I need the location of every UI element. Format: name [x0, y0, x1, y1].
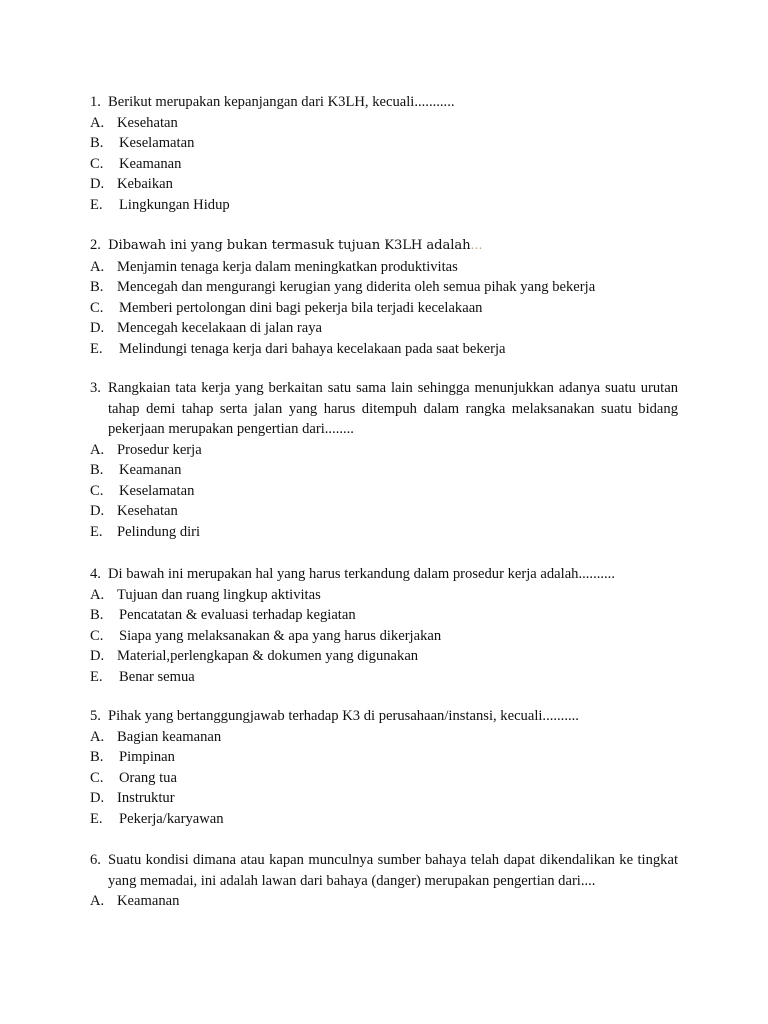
option-a	[0, 727, 768, 748]
option-e	[0, 195, 768, 216]
option-b	[0, 133, 768, 154]
option-letter: A.	[90, 586, 105, 603]
option-text: Pencatatan & evaluasi terhadap kegiatan	[119, 607, 356, 624]
question-1	[0, 92, 768, 215]
option-text: Keamanan	[119, 155, 182, 172]
option-text: Kebaikan	[117, 176, 173, 193]
question-stem	[0, 378, 678, 440]
option-letter: D.	[90, 320, 105, 337]
question-2	[0, 235, 768, 359]
question-ellipsis: …	[470, 238, 483, 252]
option-a	[0, 585, 768, 606]
question-stem	[0, 235, 678, 257]
option-letter: D.	[90, 648, 105, 665]
question-5	[0, 706, 768, 829]
option-text: Mencegah dan mengurangi kerugian yang diderita oleh semua pihak yang bekerja	[117, 279, 596, 296]
option-text: Prosedur kerja	[117, 441, 202, 458]
question-text-wrap	[90, 235, 678, 257]
option-text: Pelindung diri	[117, 523, 201, 540]
option-b	[0, 277, 768, 298]
option-e	[0, 522, 768, 543]
option-letter: B.	[90, 462, 104, 479]
option-letter: D.	[90, 790, 105, 807]
option-text: Tujuan dan ruang lingkup aktivitas	[117, 586, 321, 603]
option-b	[0, 460, 768, 481]
option-text: Material,perlengkapan & dokumen yang digunakan	[117, 648, 419, 665]
option-text: Keselamatan	[119, 482, 195, 499]
option-letter: B.	[90, 279, 104, 296]
question-text: Pihak yang bertanggungjawab terhadap K3 di perusahaan/instansi, kecuali..........	[108, 708, 579, 724]
option-text: Keselamatan	[119, 135, 195, 152]
option-c	[0, 481, 768, 502]
question-text: Di bawah ini merupakan hal yang harus terkandung dalam prosedur kerja adalah..........	[108, 566, 615, 582]
option-text: Pekerja/karyawan	[119, 810, 224, 827]
option-c	[0, 768, 768, 789]
option-d	[0, 646, 768, 667]
question-stem	[0, 706, 678, 727]
option-letter: A.	[90, 441, 105, 458]
option-text: Mencegah kecelakaan di jalan raya	[117, 320, 323, 337]
option-letter: C.	[90, 769, 104, 786]
option-letter: A.	[90, 114, 105, 131]
option-text: Keamanan	[117, 893, 180, 909]
option-letter: B.	[90, 607, 104, 624]
option-text: Benar semua	[119, 668, 195, 685]
option-letter: C.	[90, 155, 104, 172]
option-text: Kesehatan	[117, 503, 178, 520]
option-a	[0, 113, 768, 134]
question-text: Berikut merupakan kepanjangan dari K3LH, kecuali...........	[108, 94, 455, 110]
question-stem	[0, 850, 678, 891]
question-3	[0, 378, 768, 542]
option-text: Menjamin tenaga kerja dalam meningkatkan produktivitas	[117, 258, 458, 275]
option-letter: A.	[90, 258, 105, 275]
option-letter: C.	[90, 482, 104, 499]
option-d	[0, 174, 768, 195]
option-e	[0, 667, 768, 688]
question-number: 5.	[90, 708, 101, 724]
question-number: 6.	[90, 852, 101, 868]
option-text: Lingkungan Hidup	[119, 196, 230, 213]
option-text: Melindungi tenaga kerja dari bahaya kecelakaan pada saat bekerja	[119, 340, 506, 357]
option-d	[0, 501, 768, 522]
option-e	[0, 339, 768, 360]
question-text: Dibawah ini yang bukan termasuk tujuan K3LH adalah	[108, 238, 471, 253]
option-text: Bagian keamanan	[117, 728, 222, 745]
option-c	[0, 626, 768, 647]
option-letter: E.	[90, 523, 103, 540]
option-letter: D.	[90, 503, 105, 520]
option-text: Instruktur	[117, 790, 175, 807]
option-letter: E.	[90, 810, 103, 827]
option-d	[0, 318, 768, 339]
option-letter: C.	[90, 627, 104, 644]
option-b	[0, 747, 768, 768]
option-letter: C.	[90, 299, 104, 316]
option-a	[0, 440, 768, 461]
option-letter: E.	[90, 668, 103, 685]
option-d	[0, 788, 768, 809]
option-b	[0, 605, 768, 626]
option-a	[0, 891, 768, 912]
option-c	[0, 298, 768, 319]
option-text: Memberi pertolongan dini bagi pekerja bila terjadi kecelakaan	[119, 299, 483, 316]
question-text: Suatu kondisi dimana atau kapan munculnya sumber bahaya telah dapat dikendalikan ke tingkat yang memadai, ini adalah lawan dari bahaya (danger) merupakan pengertian dari....	[108, 852, 678, 889]
question-number: 4.	[90, 566, 101, 582]
question-stem	[0, 92, 678, 113]
option-text: Keamanan	[119, 462, 182, 479]
question-number: 3.	[90, 380, 101, 396]
option-text: Orang tua	[119, 769, 177, 786]
question-6	[0, 850, 768, 912]
option-text: Pimpinan	[119, 749, 175, 766]
option-letter: D.	[90, 176, 105, 193]
option-letter: E.	[90, 340, 103, 357]
option-c	[0, 154, 768, 175]
option-letter: B.	[90, 749, 104, 766]
question-stem	[0, 564, 678, 585]
option-text: Siapa yang melaksanakan & apa yang harus dikerjakan	[119, 627, 442, 644]
option-a	[0, 257, 768, 278]
question-4	[0, 564, 768, 687]
option-letter: A.	[90, 728, 105, 745]
option-letter: E.	[90, 196, 103, 213]
option-letter: A.	[90, 893, 105, 909]
question-number: 1.	[90, 94, 101, 110]
question-number: 2.	[90, 237, 101, 253]
option-letter: B.	[90, 135, 104, 152]
option-text: Kesehatan	[117, 114, 178, 131]
option-e	[0, 809, 768, 830]
question-text: Rangkaian tata kerja yang berkaitan satu sama lain sehingga menunjukkan adanya suatu urutan tahap demi tahap serta jalan yang harus ditempuh dalam rangka melaksanakan suatu bidang pekerjaan merupakan pengertian dari........	[108, 380, 678, 437]
